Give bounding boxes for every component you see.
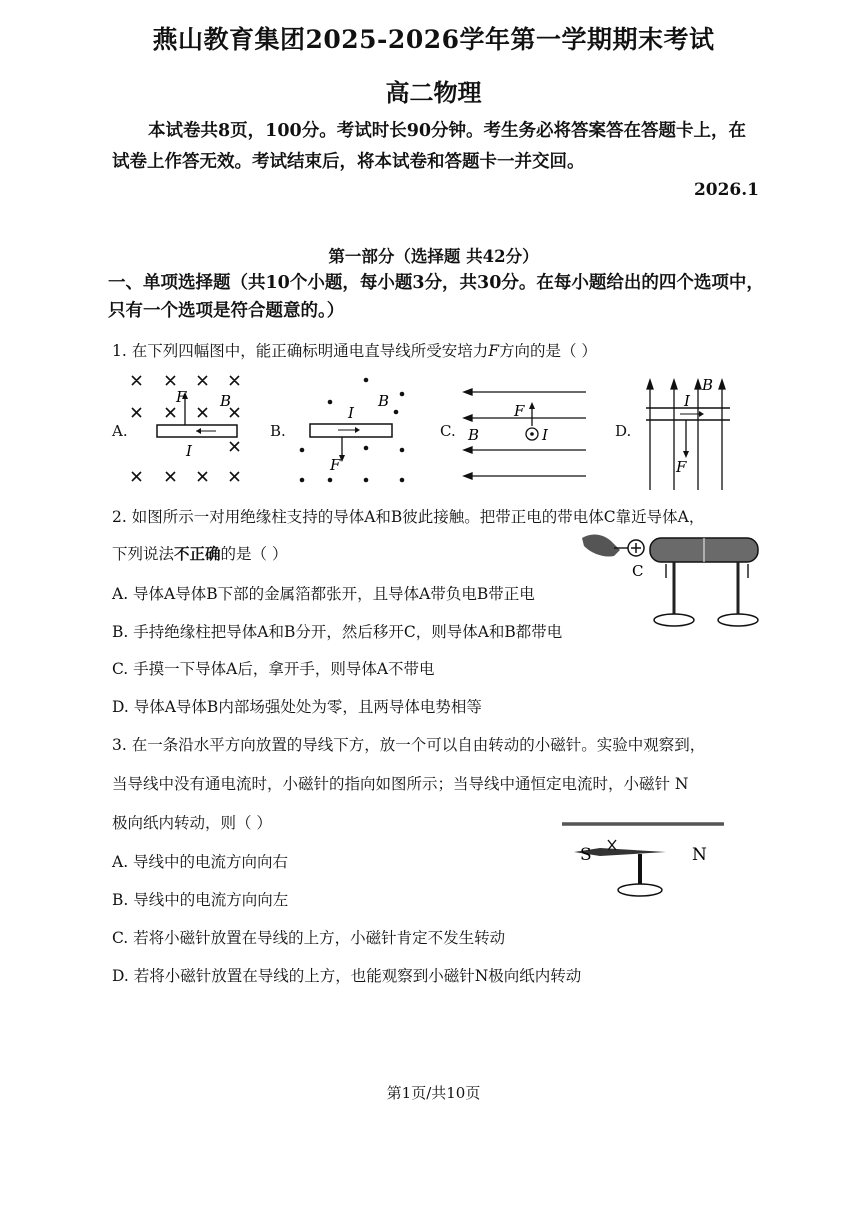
section-title: 一、单项选择题（共10个小题，每小题3分，共30分。在每小题给出的四个选项中，只有一个选项是符合题意的。） xyxy=(108,273,764,321)
q2-option-a: A. 导体A导体B下部的金属箔都张开，且导体A带负电B带正电 xyxy=(112,585,535,603)
question-3-stem-line2: 当导线中没有通电流时，小磁针的指向如图所示；当导线中通恒定电流时，小磁针 N xyxy=(112,775,689,793)
current-label: I xyxy=(542,426,548,444)
current-label: I xyxy=(348,404,354,422)
q3-option-b: B. 导线中的电流方向向左 xyxy=(112,891,289,909)
q1-option-b-label: B. xyxy=(270,422,286,440)
question-1-stem: 1. 在下列四幅图中，能正确标明通电直导线所受安培力F方向的是（ ） xyxy=(112,342,597,360)
q1-figure-c xyxy=(458,376,590,486)
south-pole-label: S xyxy=(580,845,592,865)
exam-date: 2026.1 xyxy=(693,180,759,200)
question-3-stem-line3: 极向纸内转动，则（ ） xyxy=(112,814,272,832)
force-label: F xyxy=(514,402,525,420)
exam-instructions: 本试卷共8页，100分。考试时长90分钟。考生务必将答案答在答题卡上，在试卷上作答无效。考试结束后，将本试卷和答题卡一并交回。 xyxy=(112,121,747,172)
page-number: 第1页/共10页 xyxy=(386,1084,481,1102)
north-pole-label: N xyxy=(692,845,707,865)
question-2-stem-line1: 2. 如图所示一对用绝缘柱支持的导体A和B彼此接触。把带正电的带电体C靠近导体A， xyxy=(112,508,705,526)
q1-figure-d xyxy=(640,374,732,492)
field-label: B xyxy=(378,392,390,410)
q1-figure-b xyxy=(292,374,410,490)
q3-option-d: D. 若将小磁针放置在导线的上方，也能观察到小磁针N极向纸内转动 xyxy=(112,967,582,985)
charged-body-label: C xyxy=(632,562,644,580)
q2-conductor-diagram xyxy=(578,526,764,650)
q1-figure-a xyxy=(128,372,248,490)
current-label: I xyxy=(186,442,192,460)
field-label: B xyxy=(468,426,480,444)
q1-option-d-label: D. xyxy=(615,422,632,440)
q3-option-a: A. 导线中的电流方向向右 xyxy=(112,853,289,871)
field-label: B xyxy=(220,392,232,410)
subject-title: 高二物理 xyxy=(385,78,482,107)
force-label: F xyxy=(176,388,187,406)
q1-option-a-label: A. xyxy=(112,422,128,440)
field-label: B xyxy=(702,376,714,394)
part-title: 第一部分（选择题 共42分） xyxy=(328,247,539,266)
force-label: F xyxy=(676,458,687,476)
question-3-stem-line1: 3. 在一条沿水平方向放置的导线下方，放一个可以自由转动的小磁针。实验中观察到， xyxy=(112,736,706,754)
q3-option-c: C. 若将小磁针放置在导线的上方，小磁针肯定不发生转动 xyxy=(112,929,506,947)
force-symbol: F xyxy=(488,342,499,360)
current-label: I xyxy=(684,392,690,410)
q3-compass-diagram xyxy=(560,818,730,904)
q2-option-b: B. 手持绝缘柱把导体A和B分开，然后移开C，则导体A和B都带电 xyxy=(112,623,563,641)
q2-option-d: D. 导体A导体B内部场强处处为零，且两导体电势相等 xyxy=(112,698,482,716)
q1-option-c-label: C. xyxy=(440,422,456,440)
exam-title: 燕山教育集团2025-2026学年第一学期期末考试 xyxy=(152,25,715,54)
question-2-stem-line2: 下列说法不正确的是（ ） xyxy=(112,544,288,563)
force-label: F xyxy=(330,456,341,474)
q2-option-c: C. 手摸一下导体A后，拿开手，则导体A不带电 xyxy=(112,660,435,678)
